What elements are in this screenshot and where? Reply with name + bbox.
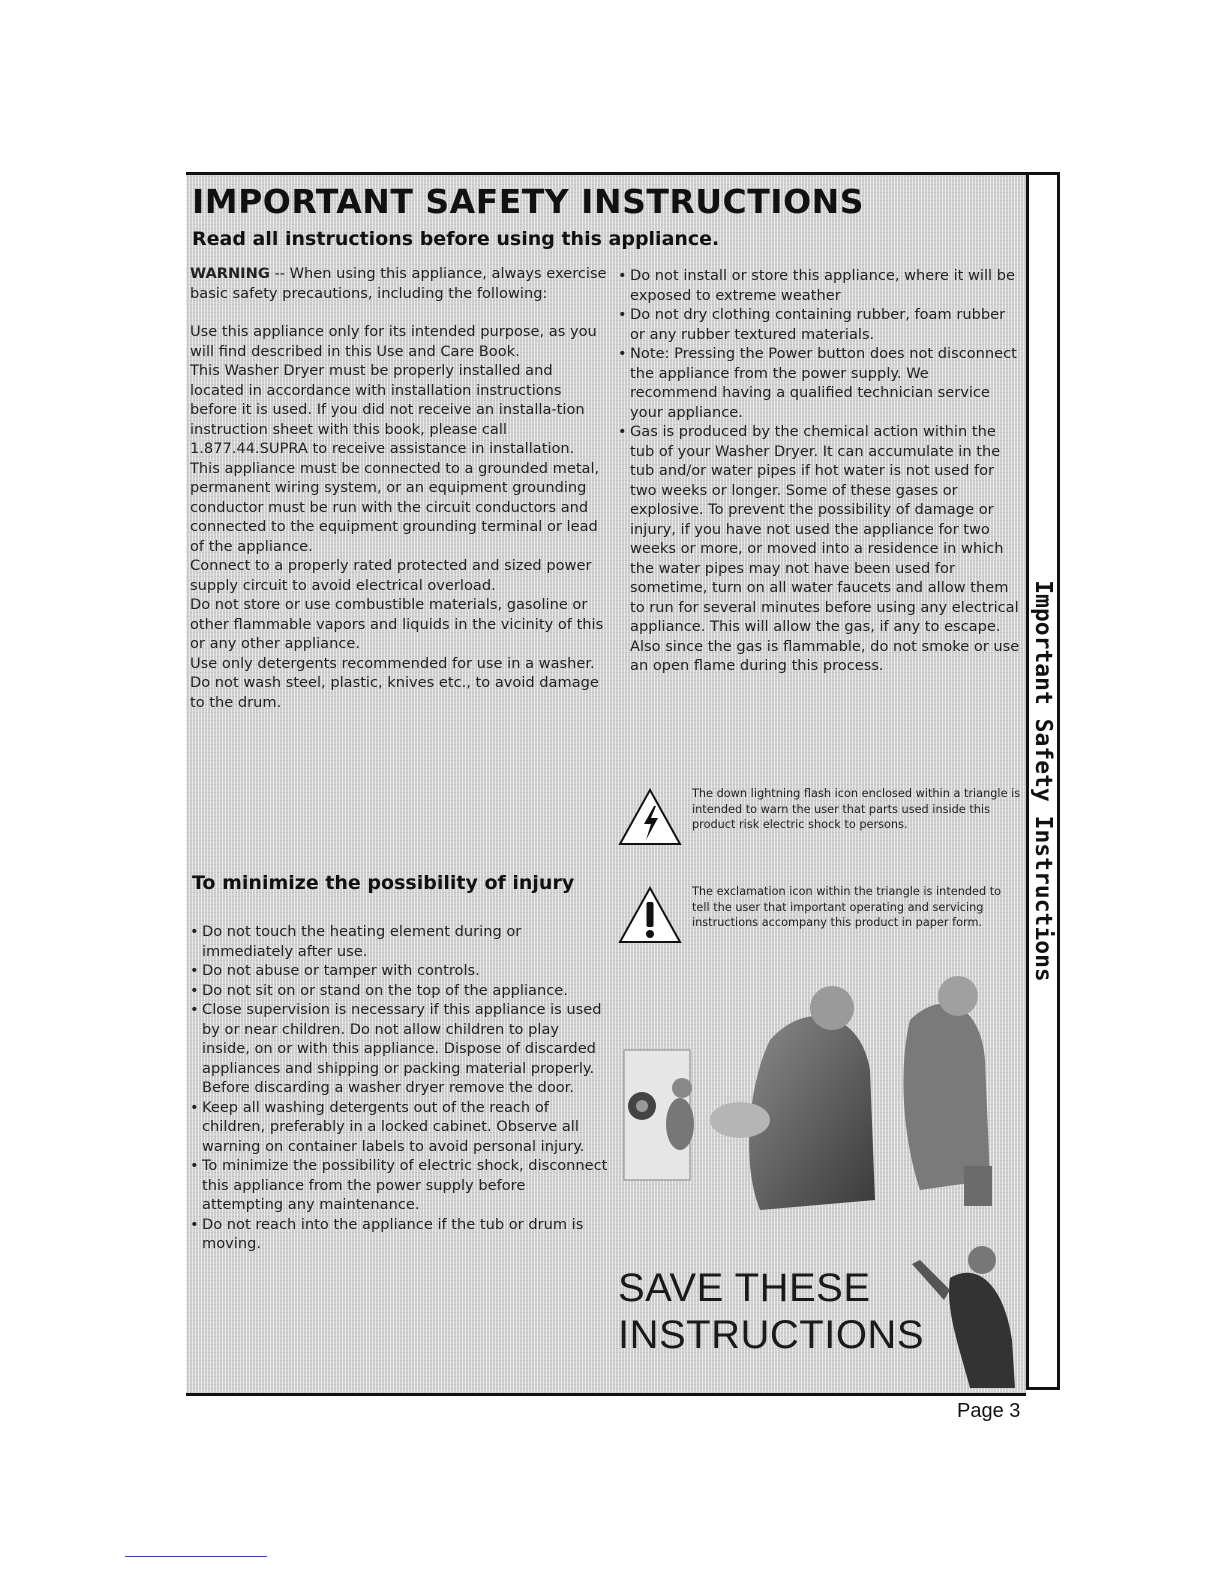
list-item: • Do not install or store this appliance, where it will be exposed to extreme weather xyxy=(618,266,1020,305)
list-item: • To minimize the possibility of electric shock, disconnect this appliance from the power supply before attempting any maintenance. xyxy=(190,1156,608,1215)
exclamation-warning-text: The exclamation icon within the triangle is intended to tell the user that important operating and servicing instructions accompany this product in paper form. xyxy=(692,885,1002,929)
exclamation-triangle-icon xyxy=(618,884,682,946)
list-item: • Do not reach into the appliance if the tub or drum is moving. xyxy=(190,1215,608,1254)
save-instructions-line1: SAVE THESE xyxy=(618,1266,871,1310)
paragraph: Connect to a properly rated protected and sized power supply circuit to avoid electrical overload. xyxy=(190,557,592,594)
page-subtitle: Read all instructions before using this appliance. xyxy=(192,228,720,250)
section-sidebar-tab xyxy=(1026,172,1060,1390)
list-item: • Do not abuse or tamper with controls. xyxy=(190,961,608,981)
warning-label: WARNING xyxy=(190,265,270,282)
page-title: IMPORTANT SAFETY INSTRUCTIONS xyxy=(192,182,865,221)
list-item: • Do not touch the heating element during or immediately after use. xyxy=(190,922,608,961)
paragraph: Use only detergents recommended for use in a washer. xyxy=(190,654,595,672)
exclamation-warning xyxy=(618,884,1018,956)
paragraph: Do not wash steel, plastic, knives etc., to avoid damage to the drum. xyxy=(190,674,599,711)
warning-text: -- When using this appliance, always exercise basic safety precautions, including the following: xyxy=(190,265,607,302)
lightning-warning-text: The down lightning flash icon enclosed within a triangle is intended to warn the user that parts used inside this product risk electric shock to persons. xyxy=(692,787,1021,831)
lightning-warning xyxy=(618,786,1021,858)
paragraph: This Washer Dryer must be properly installed and located in accordance with installation instructions before it is used. If you did not receive an installa-tion instruction sheet with this book, please call 1.877.44.SUPRA to receive assistance in installation. xyxy=(190,362,585,457)
list-item: • Gas is produced by the chemical action within the tub of your Washer Dryer. It can accumulate in the tub and/or water pipes if hot water is not used for two weeks or longer. Some of these gases or explosive. To prevent the possibility of damage or injury, if you have not used the appliance for two weeks or more, or moved into a residence in which the water pipes may not have been used for sometime, turn on all water faucets and allow them to run for several minutes before using any electrical appliance. This will allow the gas, if any to escape. Also since the gas is flammable, do not smoke or use an open flame during this process. xyxy=(618,422,1020,676)
paragraph: Use this appliance only for its intended purpose, as you will find described in this Use and Care Book. xyxy=(190,323,597,360)
right-column xyxy=(618,266,1020,676)
list-item: • Close supervision is necessary if this appliance is used by or near children. Do not allow children to play inside, on or with this appliance. Dispose of discarded appliances and shipping or packing material properly. Before discarding a washer dryer remove the door. xyxy=(190,1000,608,1098)
left-column xyxy=(190,264,608,712)
warning-paragraph xyxy=(190,264,608,303)
right-list xyxy=(618,266,1020,676)
page-number: Page 3 xyxy=(957,1400,1021,1422)
lightning-triangle-icon xyxy=(618,786,682,848)
list-item: • Do not sit on or stand on the top of the appliance. xyxy=(190,981,608,1001)
paragraph: This appliance must be connected to a grounded metal, permanent wiring system, or an equipment grounding conductor must be run with the circuit conductors and connected to the equipment grounding terminal or lead of the appliance. xyxy=(190,459,600,555)
injury-list xyxy=(190,922,608,1254)
list-item: • Keep all washing detergents out of the reach of children, preferably in a locked cabinet. Observe all warning on container labels to avoid personal injury. xyxy=(190,1098,608,1157)
sidebar-label: Important Safety Instructions xyxy=(1030,580,1056,982)
list-item: • Note: Pressing the Power button does not disconnect the appliance from the power supply. We recommend having a qualified technician service your appliance. xyxy=(618,344,1020,422)
paragraph: Do not store or use combustible materials, gasoline or other flammable vapors and liquids in the vicinity of this or any other appliance. xyxy=(190,596,604,652)
injury-heading: To minimize the possibility of injury xyxy=(192,872,575,894)
footer-rule xyxy=(125,1556,267,1557)
list-item: • Do not dry clothing containing rubber, foam rubber or any rubber textured materials. xyxy=(618,305,1020,344)
save-instructions-line2: INSTRUCTIONS xyxy=(618,1313,924,1357)
injury-list-container xyxy=(190,922,608,1254)
